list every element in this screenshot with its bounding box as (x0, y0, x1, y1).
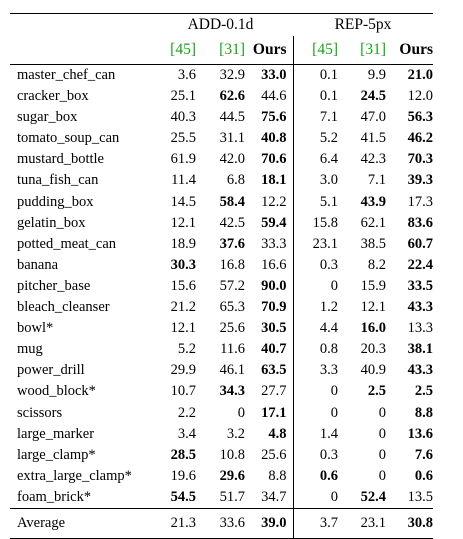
object-name: bleach_cleanser (17, 299, 110, 316)
value-cell: 47.0 (360, 109, 386, 126)
value-cell: 41.5 (360, 130, 386, 147)
value-cell: 59.4 (245, 213, 293, 234)
value-cell: 60.7 (407, 235, 433, 252)
value-cell: 34.3 (219, 383, 245, 400)
value-cell: 54.5 (170, 488, 196, 505)
value-cell: 30.5 (245, 318, 293, 339)
table-row (10, 424, 433, 445)
value-cell: 83.6 (407, 214, 433, 231)
value-cell: 18.9 (170, 235, 196, 252)
col-header-ref-45-rep: [45] (312, 41, 338, 58)
average-label: Average (10, 508, 148, 538)
value-cell: 40.3 (170, 109, 196, 126)
value-cell: 2.5 (414, 383, 433, 400)
value-cell: 39.3 (407, 172, 433, 189)
object-name: gelatin_box (17, 214, 86, 231)
value-cell: 40.7 (245, 339, 293, 360)
value-cell: 0 (330, 277, 338, 294)
value-cell: 12.0 (407, 88, 433, 105)
value-cell: 0.1 (319, 88, 338, 105)
value-cell: 30.8 (386, 508, 433, 538)
value-cell: 16.6 (245, 255, 293, 276)
col-header-ref-31-rep: [31] (360, 41, 386, 58)
column-header-row (10, 36, 433, 65)
table-row (10, 381, 433, 402)
value-cell: 0 (378, 467, 386, 484)
table-row (10, 297, 433, 318)
col-header-ref-31-add: [31] (219, 41, 245, 58)
value-cell: 25.1 (170, 88, 196, 105)
value-cell: 0 (378, 446, 386, 463)
value-cell: 10.7 (170, 383, 196, 400)
value-cell: 62.1 (360, 214, 386, 231)
value-cell: 12.1 (170, 214, 196, 231)
value-cell: 10.8 (219, 446, 245, 463)
table-row (10, 86, 433, 107)
value-cell: 0.1 (293, 65, 338, 87)
value-cell: 23.1 (312, 235, 338, 252)
value-cell: 75.6 (245, 107, 293, 128)
object-name: mug (17, 341, 43, 358)
table-row (10, 403, 433, 424)
value-cell: 2.2 (177, 404, 196, 421)
value-cell: 44.6 (245, 86, 293, 107)
value-cell: 0.3 (319, 446, 338, 463)
value-cell: 33.6 (196, 508, 245, 538)
table-body (10, 65, 433, 539)
value-cell: 7.1 (319, 109, 338, 126)
value-cell: 70.3 (407, 151, 433, 168)
value-cell: 0 (378, 425, 386, 442)
value-cell: 90.0 (245, 276, 293, 297)
value-cell: 1.2 (319, 299, 338, 316)
value-cell: 19.6 (170, 467, 196, 484)
value-cell: 56.3 (407, 109, 433, 126)
value-cell: 7.6 (414, 446, 433, 463)
value-cell: 70.9 (245, 297, 293, 318)
value-cell: 4.4 (319, 320, 338, 337)
value-cell: 31.1 (219, 130, 245, 147)
value-cell: 0.6 (414, 467, 433, 484)
value-cell: 38.1 (407, 341, 433, 358)
object-name: scissors (17, 404, 63, 421)
value-cell: 0.3 (319, 256, 338, 273)
group-header-add: ADD-0.1d (148, 14, 293, 37)
value-cell: 6.8 (226, 172, 245, 189)
value-cell: 2.5 (367, 383, 386, 400)
value-cell: 0 (330, 488, 338, 505)
object-name: banana (17, 256, 59, 273)
value-cell: 21.2 (170, 299, 196, 316)
value-cell: 42.5 (219, 214, 245, 231)
value-cell: 15.9 (360, 277, 386, 294)
value-cell: 46.2 (407, 130, 433, 147)
value-cell: 18.1 (245, 170, 293, 191)
value-cell: 43.3 (407, 362, 433, 379)
object-name: pudding_box (17, 193, 94, 210)
value-cell: 17.1 (245, 403, 293, 424)
value-cell: 24.5 (360, 88, 386, 105)
object-name: tomato_soup_can (17, 130, 120, 147)
value-cell: 13.5 (407, 488, 433, 505)
value-cell: 3.0 (319, 172, 338, 189)
value-cell: 40.8 (245, 128, 293, 149)
col-header-ref-45-add: [45] (170, 41, 196, 58)
value-cell: 8.2 (367, 256, 386, 273)
value-cell: 8.8 (414, 404, 433, 421)
group-header-rep: REP-5px (293, 14, 433, 37)
value-cell: 63.5 (245, 360, 293, 381)
object-name: potted_meat_can (17, 235, 117, 252)
value-cell: 13.6 (407, 425, 433, 442)
value-cell: 15.8 (312, 214, 338, 231)
value-cell: 5.1 (319, 193, 338, 210)
col-header-ours-rep: Ours (399, 41, 433, 58)
results-table (10, 13, 433, 539)
object-name: cracker_box (17, 88, 89, 105)
value-cell: 12.1 (360, 299, 386, 316)
value-cell: 21.3 (148, 508, 196, 538)
value-cell: 17.3 (407, 193, 433, 210)
value-cell: 57.2 (219, 277, 245, 294)
value-cell: 33.3 (245, 234, 293, 255)
object-name: extra_large_clamp* (17, 467, 132, 484)
value-cell: 40.9 (360, 362, 386, 379)
value-cell: 3.2 (226, 425, 245, 442)
object-name: wood_block* (17, 383, 96, 400)
table-row (10, 128, 433, 149)
value-cell: 38.5 (360, 235, 386, 252)
object-name: mustard_bottle (17, 151, 104, 168)
value-cell: 34.7 (245, 487, 293, 509)
value-cell: 39.0 (245, 508, 293, 538)
value-cell: 58.4 (219, 193, 245, 210)
table-row (10, 65, 433, 87)
value-cell: 65.3 (219, 299, 245, 316)
table-row (10, 149, 433, 170)
value-cell: 30.3 (170, 256, 196, 273)
value-cell: 28.5 (170, 446, 196, 463)
value-cell: 44.5 (219, 109, 245, 126)
value-cell: 27.7 (245, 381, 293, 402)
value-cell: 7.1 (367, 172, 386, 189)
value-cell: 0 (237, 404, 245, 421)
value-cell: 23.1 (338, 508, 386, 538)
table-row (10, 192, 433, 213)
value-cell: 9.9 (338, 65, 386, 87)
value-cell: 25.6 (245, 445, 293, 466)
value-cell: 62.6 (219, 88, 245, 105)
object-name: foam_brick* (17, 488, 92, 505)
value-cell: 29.9 (170, 362, 196, 379)
object-name: master_chef_can (10, 65, 148, 87)
table-row (10, 276, 433, 297)
value-cell: 16.0 (360, 320, 386, 337)
value-cell: 13.3 (407, 320, 433, 337)
value-cell: 37.6 (219, 235, 245, 252)
object-name: tuna_fish_can (17, 172, 99, 189)
value-cell: 4.8 (245, 424, 293, 445)
object-name: large_clamp* (17, 446, 96, 463)
value-cell: 29.6 (219, 467, 245, 484)
table-row (10, 360, 433, 381)
col-header-ours-add: Ours (245, 36, 293, 65)
value-cell: 0.8 (319, 341, 338, 358)
value-cell: 1.4 (319, 425, 338, 442)
value-cell: 43.3 (407, 299, 433, 316)
value-cell: 16.8 (219, 256, 245, 273)
table-row (10, 487, 433, 509)
table-row (10, 339, 433, 360)
value-cell: 11.6 (220, 341, 245, 358)
value-cell: 70.6 (245, 149, 293, 170)
group-header-row (10, 14, 433, 37)
value-cell: 11.4 (171, 172, 196, 189)
value-cell: 6.4 (319, 151, 338, 168)
value-cell: 0 (378, 404, 386, 421)
table-row (10, 318, 433, 339)
value-cell: 25.6 (219, 320, 245, 337)
value-cell: 33.0 (245, 65, 293, 87)
value-cell: 43.9 (360, 193, 386, 210)
value-cell: 32.9 (196, 65, 245, 87)
value-cell: 12.2 (245, 192, 293, 213)
value-cell: 0 (330, 404, 338, 421)
object-name: large_marker (17, 425, 95, 442)
value-cell: 0.6 (319, 467, 338, 484)
value-cell: 3.3 (319, 362, 338, 379)
value-cell: 15.6 (170, 277, 196, 294)
value-cell: 42.3 (360, 151, 386, 168)
value-cell: 25.5 (170, 130, 196, 147)
table-row (10, 107, 433, 128)
value-cell: 46.1 (219, 362, 245, 379)
table-row (10, 255, 433, 276)
table-row (10, 170, 433, 191)
value-cell: 3.6 (148, 65, 196, 87)
value-cell: 5.2 (319, 130, 338, 147)
value-cell: 20.3 (360, 341, 386, 358)
table-row (10, 466, 433, 487)
value-cell: 21.0 (386, 65, 433, 87)
value-cell: 51.7 (219, 488, 245, 505)
value-cell: 3.7 (293, 508, 338, 538)
value-cell: 52.4 (360, 488, 386, 505)
table-row (10, 234, 433, 255)
value-cell: 3.4 (177, 425, 196, 442)
object-name: sugar_box (17, 109, 78, 126)
value-cell: 5.2 (177, 341, 196, 358)
table-row (10, 445, 433, 466)
object-name: bowl* (17, 320, 54, 337)
value-cell: 0 (330, 383, 338, 400)
table-row (10, 213, 433, 234)
value-cell: 8.8 (245, 466, 293, 487)
value-cell: 33.5 (407, 277, 433, 294)
value-cell: 22.4 (407, 256, 433, 273)
value-cell: 12.1 (170, 320, 196, 337)
value-cell: 14.5 (170, 193, 196, 210)
object-name: power_drill (17, 362, 85, 379)
value-cell: 42.0 (219, 151, 245, 168)
object-name: pitcher_base (17, 277, 91, 294)
value-cell: 61.9 (170, 151, 196, 168)
